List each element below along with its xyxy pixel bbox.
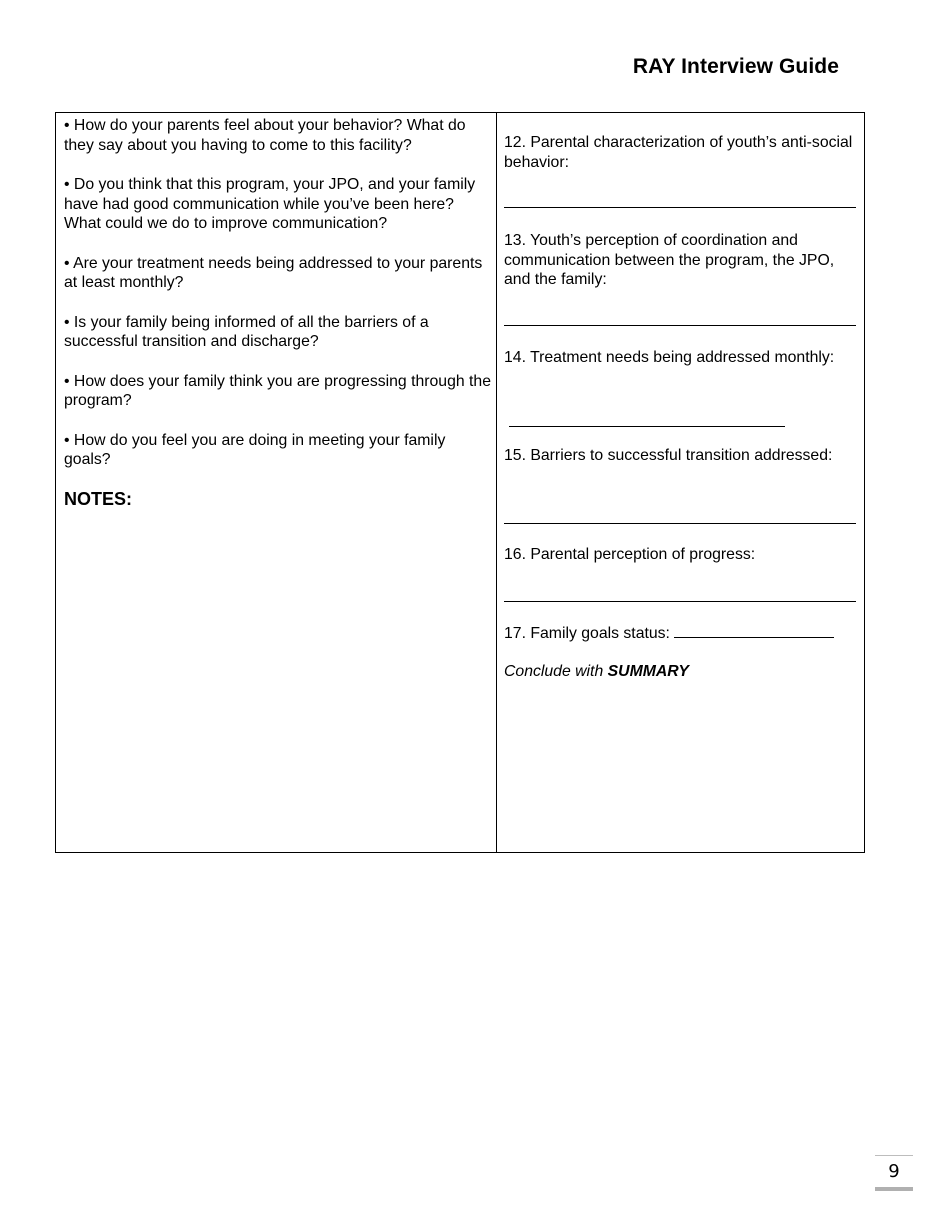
conclude-instruction: Conclude with SUMMARY [504, 663, 689, 680]
interview-table [55, 112, 865, 853]
answer-line-15[interactable] [504, 523, 856, 524]
response-item-14: 14. Treatment needs being addressed monthly: [504, 349, 835, 366]
question-column [64, 116, 492, 509]
answer-line-17[interactable] [674, 623, 834, 638]
bullet-icon: • [64, 313, 70, 331]
column-divider [496, 113, 497, 852]
answer-line-13[interactable] [504, 325, 856, 326]
bullet-icon: • [64, 431, 70, 449]
question-item: • How do your parents feel about your behavior? What do they say about you having to come to this facility? [64, 117, 466, 154]
question-item: • Is your family being informed of all the barriers of a successful transition and discharge? [64, 313, 429, 350]
bullet-icon: • [64, 254, 70, 272]
page-number-bar [875, 1187, 913, 1191]
answer-line-12[interactable] [504, 207, 856, 208]
question-item: • Do you think that this program, your JPO, and your family have had good communication while you’ve been here? What could we do to improve communication? [64, 176, 476, 232]
response-item-16: 16. Parental perception of progress: [504, 546, 756, 563]
question-item: • How do you feel you are doing in meeting your family goals? [64, 431, 446, 468]
response-item-15: 15. Barriers to successful transition addressed: [504, 447, 833, 464]
summary-emphasis: SUMMARY [607, 663, 689, 680]
response-item-17: 17. Family goals status: [504, 623, 854, 644]
bullet-icon: • [64, 176, 70, 193]
question-item: • Are your treatment needs being addressed to your parents at least monthly? [64, 254, 483, 291]
response-item-13: 13. Youth’s perception of coordination and communication between the program, the JPO, and the family: [504, 232, 835, 288]
answer-line-16[interactable] [504, 601, 856, 602]
answer-line-14[interactable] [509, 426, 785, 427]
question-item: • How does your family think you are progressing through the program? [64, 372, 492, 409]
bullet-icon: • [64, 117, 70, 134]
page-number: 9 [875, 1155, 913, 1189]
bullet-icon: • [64, 372, 70, 390]
response-item-12: 12. Parental characterization of youth’s anti-social behavior: [504, 134, 853, 171]
notes-label: NOTES: [64, 488, 133, 509]
document-title: RAY Interview Guide [632, 55, 839, 78]
